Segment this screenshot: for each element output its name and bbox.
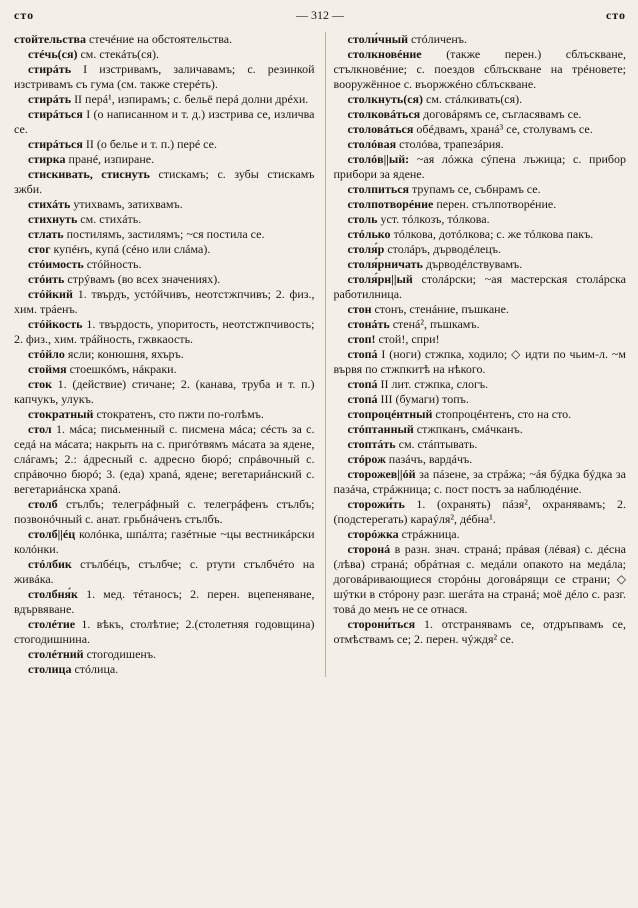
entry-definition: II (о белье и т. п.) перé се. — [82, 137, 217, 151]
entry-definition: столóва, трапезáрия. — [396, 137, 504, 151]
dictionary-entry — [14, 617, 315, 647]
left-column — [14, 32, 315, 677]
dictionary-entry — [14, 662, 315, 677]
entry-definition: см. стáптывать. — [395, 437, 478, 451]
dictionary-entry — [14, 167, 315, 197]
entry-headword: стопá — [347, 347, 378, 361]
dictionary-entry — [334, 152, 627, 182]
entry-definition: 1. вѣкъ, столѣтие; 2.(столетняя годовщина) стогодишнина. — [14, 617, 315, 646]
entry-definition: стóйность. — [83, 257, 142, 271]
dictionary-entry — [334, 47, 627, 92]
entry-headword: стóлько — [347, 227, 391, 241]
dictionary-entry — [14, 362, 315, 377]
dictionary-entry — [14, 317, 315, 347]
entry-definition: стоешкóмъ, нáкраки. — [66, 362, 177, 376]
entry-definition: 1. (охранять) пáзя², охранявамъ; 2. (подстерегать) караýля², дéбна¹. — [333, 497, 626, 526]
dictionary-entry — [14, 497, 315, 527]
entry-definition: I (ноги) стжпка, ходило; ◇ идти по чьим-л. ~м вървя по стжпкитѣ на нѣкого. — [333, 347, 626, 376]
dictionary-entry — [14, 257, 315, 272]
entry-definition: I изстривамъ, заличавамъ; с. резинкой изстривамъ съ гума (см. также стерéть). — [14, 62, 315, 91]
entry-headword: стискивать, стиснуть — [28, 167, 150, 181]
dictionary-entry — [14, 287, 315, 317]
dictionary-entry — [334, 617, 627, 647]
entry-definition: 1. мáса; письменный с. писмена мáса; сéсть за с. седá на мáсата; накрыть на с. пригóтвямъ мáсата за ядене, слáгамъ; 2.: áдресный с. адресно бюрó; спрáвочный с. спрáвочно бюрó; 3. (еда) храná, ядене; вегетариáнский с. вегетариáнска храná. — [14, 422, 315, 496]
dictionary-entry — [14, 92, 315, 107]
entry-definition: 1. отстранявамъ се, отдръпвамъ се, отмѣствамъ се; 2. перен. чýждя² се. — [333, 617, 626, 646]
header-left-guide-word: сто — [14, 8, 35, 22]
entry-definition: см. стихáть. — [77, 212, 142, 226]
dictionary-entry — [14, 272, 315, 287]
entry-headword: сторони́ться — [347, 617, 416, 631]
dictionary-entry — [334, 242, 627, 257]
dictionary-entry — [14, 242, 315, 257]
entry-definition: пазáчъ, вардáчъ. — [385, 452, 473, 466]
dictionary-entry — [334, 227, 627, 242]
entry-definition: перен. стълпотворéние. — [433, 197, 557, 211]
entry-definition: тóлкова, дотóлкова; с. же тóлкова пакъ. — [390, 227, 594, 241]
dictionary-entry — [14, 152, 315, 167]
dictionary-entry — [14, 377, 315, 407]
dictionary-entry — [14, 347, 315, 362]
dictionary-entry — [14, 62, 315, 92]
entry-definition: 1. мед. тéтаносъ; 2. перен. вцепеняване, вдървяване. — [14, 587, 315, 616]
entry-definition: столáръ, дърводéлецъ. — [384, 242, 502, 256]
entry-definition: за пáзене, за стрáжа; ~áя бýдка бýдка за пазáча, стрáжница; с. пост постъ за наблюдéние. — [333, 467, 626, 496]
entry-headword: сторожи́ть — [347, 497, 405, 511]
entry-headword: столéтний — [28, 647, 84, 661]
dictionary-entry — [334, 542, 627, 617]
entry-headword: стóрож — [347, 452, 386, 466]
page-number: — 312 — — [296, 8, 344, 22]
entry-headword: стон — [347, 302, 372, 316]
entry-headword: стирáть — [28, 92, 72, 106]
entry-headword: стоймя — [28, 362, 67, 376]
dictionary-entry — [14, 422, 315, 497]
entry-headword: стóлбик — [28, 557, 72, 571]
entry-headword: сторожев||óй — [347, 467, 416, 481]
entry-headword: сток — [28, 377, 52, 391]
entry-headword: стóйло — [28, 347, 65, 361]
dictionary-entry — [14, 212, 315, 227]
dictionary-entry — [334, 137, 627, 152]
entry-headword: столи́чный — [347, 32, 409, 46]
entry-headword: стóить — [28, 272, 65, 286]
entry-headword: сторóжка — [347, 527, 399, 541]
entry-headword: стóйкий — [28, 287, 73, 301]
entry-definition: трупамъ се, събнрамъ се. — [409, 182, 541, 196]
entry-definition: II перá¹, изпирамъ; с. бельё перá долни дрéхи. — [71, 92, 309, 106]
dictionary-entry — [334, 272, 627, 302]
entry-definition: 1. (действие) стичане; 2. (канава, труба и т. п.) капчукъ, улукъ. — [14, 377, 315, 406]
entry-definition: см. стекáть(ся). — [77, 47, 160, 61]
dictionary-entry — [334, 392, 627, 407]
entry-headword: столкнуть(ся) — [347, 92, 424, 106]
entry-definition: стонъ, стенáние, пъшкане. — [371, 302, 509, 316]
dictionary-entry — [334, 452, 627, 467]
entry-headword: столя́р — [347, 242, 385, 256]
entry-definition: стжпканъ, смáчканъ. — [413, 422, 523, 436]
entry-definition: стрýвамъ (во всех значениях). — [64, 272, 221, 286]
entry-headword: столковáться — [347, 107, 421, 121]
entry-headword: стопá — [347, 392, 378, 406]
entry-definition: стълбъ; телегрáфный с. телегрáфенъ стълбъ; позвонóчный с. анат. грьбнáченъ стълбъ. — [14, 497, 315, 526]
entry-definition: 1. твърдъ, устóйчивъ, неотстжпчивъ; 2. физ., хим. трáенъ. — [14, 287, 315, 316]
entry-definition: купéнъ, купá (сéно или слáма). — [50, 242, 211, 256]
entry-headword: стихнуть — [28, 212, 78, 226]
entry-definition: стенá², пъшкамъ. — [389, 317, 480, 331]
dictionary-entry — [14, 32, 315, 47]
dictionary-entry — [334, 377, 627, 392]
entry-headword: столкновéние — [347, 47, 422, 61]
dictionary-entry — [14, 137, 315, 152]
entry-headword: стоп! — [347, 332, 376, 346]
entry-definition: I (о написанном и т. д.) изстрива се, изличва се. — [14, 107, 315, 136]
dictionary-entry — [334, 317, 627, 332]
dictionary-entry — [334, 182, 627, 197]
dictionary-entry — [334, 32, 627, 47]
entry-definition: III (бумаги) топъ. — [377, 392, 469, 406]
dictionary-entry — [14, 107, 315, 137]
dictionary-entry — [334, 257, 627, 272]
entry-headword: столпотворéние — [347, 197, 434, 211]
entry-definition: ясли; конюшня, яхъръ. — [64, 347, 184, 361]
entry-headword: столб||éц — [28, 527, 76, 541]
entry-definition: стóличенъ. — [408, 32, 467, 46]
entry-definition: стълбéцъ, стълбче; с. ртути стълбчéто на живáка. — [14, 557, 315, 586]
entry-headword: стихáть — [28, 197, 71, 211]
entry-definition: дърводéлствувамъ. — [422, 257, 523, 271]
dictionary-entry — [334, 467, 627, 497]
entry-definition: II лит. стжпка, слогъ. — [377, 377, 489, 391]
entry-definition: ~ая лóжка сýпена лъжица; с. прибор прибори за ядене. — [333, 152, 626, 181]
dictionary-entry — [334, 302, 627, 317]
dictionary-entry — [334, 212, 627, 227]
entry-headword: стирáться — [28, 137, 83, 151]
entry-headword: стирáться — [28, 107, 83, 121]
dictionary-entry — [14, 197, 315, 212]
dictionary-entry — [334, 347, 627, 377]
entry-headword: стлать — [28, 227, 64, 241]
entry-headword: стóптанный — [347, 422, 414, 436]
dictionary-entry — [334, 197, 627, 212]
entry-definition: договáрямъ се, съгласявамъ се. — [420, 107, 582, 121]
right-column — [325, 32, 627, 677]
entry-definition: стрáжница. — [398, 527, 460, 541]
dictionary-entry — [334, 527, 627, 542]
entry-headword: столóв||ый: — [347, 152, 410, 166]
entry-headword: стол — [28, 422, 52, 436]
entry-headword: столовáться — [347, 122, 414, 136]
entry-headword: столя́рничать — [347, 257, 423, 271]
dictionary-entry — [334, 437, 627, 452]
entry-definition: стискамъ; с. зубы стискамъ зжби. — [14, 167, 315, 196]
entry-headword: сторонá — [347, 542, 391, 556]
entry-headword: стойтельства — [14, 32, 86, 46]
dictionary-entry — [334, 122, 627, 137]
entry-headword: столпиться — [347, 182, 410, 196]
dictionary-entry — [14, 227, 315, 242]
dictionary-entry — [14, 647, 315, 662]
entry-headword: столóвая — [347, 137, 397, 151]
entry-definition: столáрски; ~ая мастерская столáрска работилница. — [333, 272, 626, 301]
entry-headword: столица — [28, 662, 72, 676]
entry-headword: стéчь(ся) — [28, 47, 78, 61]
dictionary-entry — [334, 332, 627, 347]
entry-definition: утихвамъ, затихвамъ. — [70, 197, 183, 211]
entry-headword: стократный — [28, 407, 94, 421]
entry-headword: стóйкость — [28, 317, 83, 331]
dictionary-entry — [334, 497, 627, 527]
dictionary-entry — [14, 527, 315, 557]
entry-definition: стопроцéнтенъ, сто на сто. — [432, 407, 572, 421]
dictionary-entry — [14, 557, 315, 587]
entry-headword: стопá — [347, 377, 378, 391]
dictionary-entry — [14, 47, 315, 62]
entry-headword: стоптáть — [347, 437, 396, 451]
entry-definition: постилямъ, застилямъ; ~ся постила се. — [63, 227, 265, 241]
entry-definition: стогодишенъ. — [83, 647, 157, 661]
dictionary-entry — [334, 422, 627, 437]
entry-headword: столбня́к — [28, 587, 78, 601]
entry-headword: стопроцéнтный — [347, 407, 433, 421]
dictionary-entry — [334, 407, 627, 422]
entry-definition: пранé, изпиране. — [65, 152, 155, 166]
entry-definition: стóлица. — [71, 662, 119, 676]
dictionary-entry — [334, 107, 627, 122]
entry-headword: столь — [347, 212, 378, 226]
dictionary-entry — [14, 407, 315, 422]
entry-headword: стóимость — [28, 257, 84, 271]
entry-definition: 1. твърдость, упоритость, неотстжпчивость; 2. физ., хим. трáйность, гжвкаость. — [14, 317, 315, 346]
entry-definition: см. стáлкивать(ся). — [423, 92, 523, 106]
entry-headword: стог — [28, 242, 51, 256]
dictionary-entry — [334, 92, 627, 107]
entry-headword: столéтие — [28, 617, 76, 631]
header-right-guide-word: сто — [605, 8, 626, 22]
dictionary-entry — [14, 587, 315, 617]
entry-headword: стонáть — [347, 317, 390, 331]
entry-definition: стечéние на обстоятельства. — [85, 32, 233, 46]
entry-definition: в разн. знач. странá; прáвая (лéвая) с. дéсна (лѣва) странá; обрáтная с. медáли опакото на медáла; договáривающиеся сторóны договáрящи се страни; ◇ шýтки в стóрону разг. шегáта на странá; моё дéло с. разг. товá до менъ не се отнася. — [333, 542, 626, 616]
entry-definition: уст. тóлкозъ, тóлкова. — [377, 212, 490, 226]
entry-definition: обéдвамъ, хранá³ се, столувамъ се. — [413, 122, 593, 136]
entry-headword: столб — [28, 497, 58, 511]
entry-definition: (также перен.) сблъскване, стълкновéние; с. поездов сблъскване на трéновете; вооружённое с. въоржжéно сблъскване. — [333, 47, 626, 91]
entry-definition: стой!, спри! — [375, 332, 440, 346]
entry-headword: столя́рн||ый — [347, 272, 413, 286]
entry-definition: стократенъ, сто пжти по-голѣмъ. — [93, 407, 264, 421]
page-header — [14, 8, 626, 28]
entry-headword: стирка — [28, 152, 66, 166]
entry-headword: стирáть — [28, 62, 72, 76]
entry-definition: колóнка, шпáлта; газéтные ~цы вестникáрски колóнки. — [14, 527, 315, 556]
